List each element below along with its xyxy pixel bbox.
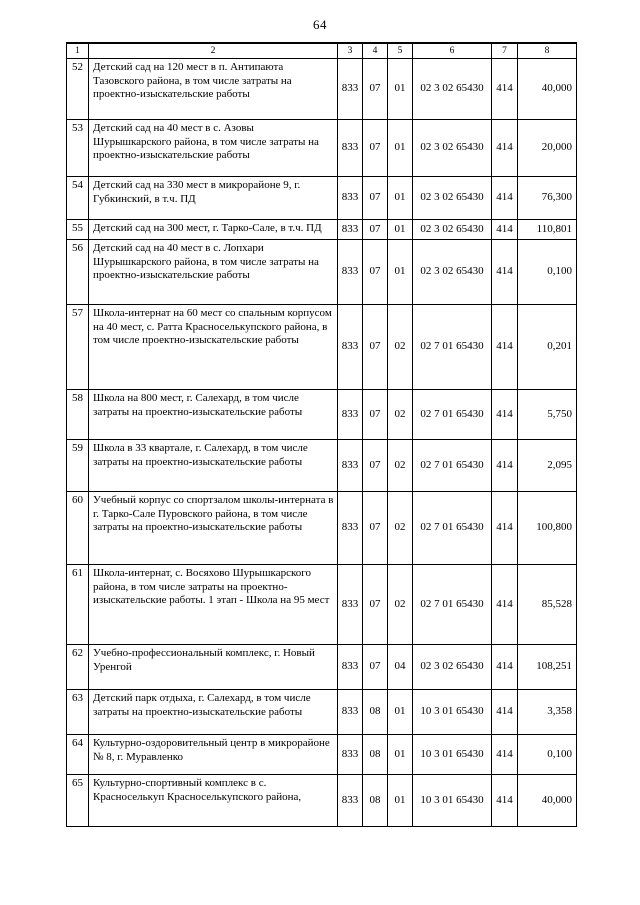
amount: 85,528 [518,565,577,645]
code-section: 07 [363,440,388,492]
row-number: 63 [67,690,89,735]
code-target-article: 02 3 02 65430 [413,220,492,240]
column-header: 1 [67,43,89,59]
code-subsection: 02 [388,305,413,390]
column-header: 4 [363,43,388,59]
code-subsection: 01 [388,120,413,177]
object-name: Детский сад на 40 мест в с. Азовы Шурышкарского района, в том числе затраты на проектно-изыскательские работы [89,120,338,177]
table-row [67,177,577,220]
code-grbs: 833 [338,735,363,775]
code-expense-type: 414 [492,305,518,390]
table-header-row [67,43,577,59]
code-target-article: 02 3 02 65430 [413,59,492,120]
table-body [67,59,577,827]
row-number: 59 [67,440,89,492]
code-target-article: 02 3 02 65430 [413,177,492,220]
row-number: 65 [67,775,89,827]
table-row [67,220,577,240]
code-subsection: 01 [388,735,413,775]
code-target-article: 02 3 02 65430 [413,645,492,690]
code-subsection: 01 [388,775,413,827]
row-number: 61 [67,565,89,645]
code-section: 07 [363,220,388,240]
code-expense-type: 414 [492,440,518,492]
object-name: Культурно-оздоровительный центр в микрорайоне № 8, г. Муравленко [89,735,338,775]
code-expense-type: 414 [492,59,518,120]
code-section: 07 [363,390,388,440]
object-name: Культурно-спортивный комплекс в с. Красноселькуп Красноселькупского района, [89,775,338,827]
code-grbs: 833 [338,690,363,735]
table-row [67,690,577,735]
table-row [67,440,577,492]
amount: 40,000 [518,775,577,827]
code-section: 07 [363,177,388,220]
code-expense-type: 414 [492,220,518,240]
code-target-article: 02 7 01 65430 [413,440,492,492]
code-expense-type: 414 [492,120,518,177]
amount: 5,750 [518,390,577,440]
code-grbs: 833 [338,565,363,645]
object-name: Учебный корпус со спортзалом школы-интерната в г. Тарко-Сале Пуровского района, в том числе затраты на проектно-изыскательские работы [89,492,338,565]
amount: 110,801 [518,220,577,240]
code-target-article: 10 3 01 65430 [413,690,492,735]
code-section: 07 [363,59,388,120]
code-target-article: 10 3 01 65430 [413,775,492,827]
code-section: 07 [363,492,388,565]
code-section: 08 [363,690,388,735]
table-row [67,305,577,390]
code-expense-type: 414 [492,492,518,565]
column-header: 8 [518,43,577,59]
object-name: Детский сад на 300 мест, г. Тарко-Сале, в т.ч. ПД [89,220,338,240]
code-expense-type: 414 [492,735,518,775]
code-subsection: 02 [388,390,413,440]
table-row [67,565,577,645]
amount: 76,300 [518,177,577,220]
code-expense-type: 414 [492,645,518,690]
code-subsection: 02 [388,492,413,565]
amount: 0,100 [518,735,577,775]
code-section: 07 [363,305,388,390]
code-subsection: 01 [388,59,413,120]
code-subsection: 01 [388,690,413,735]
row-number: 62 [67,645,89,690]
column-header: 5 [388,43,413,59]
code-grbs: 833 [338,645,363,690]
code-grbs: 833 [338,120,363,177]
object-name: Школа-интернат, с. Восяхово Шурышкарского района, в том числе затраты на проектно-изыскательские работы. 1 этап - Школа на 95 мест [89,565,338,645]
code-section: 08 [363,775,388,827]
code-grbs: 833 [338,440,363,492]
code-section: 07 [363,120,388,177]
code-target-article: 02 7 01 65430 [413,390,492,440]
code-section: 07 [363,565,388,645]
table-row [67,775,577,827]
code-target-article: 02 3 02 65430 [413,120,492,177]
code-expense-type: 414 [492,177,518,220]
object-name: Школа в 33 квартале, г. Салехард, в том числе затраты на проектно-изыскательские работы [89,440,338,492]
table-row [67,120,577,177]
code-expense-type: 414 [492,240,518,305]
column-header: 3 [338,43,363,59]
row-number: 60 [67,492,89,565]
row-number: 58 [67,390,89,440]
code-expense-type: 414 [492,390,518,440]
code-section: 08 [363,735,388,775]
row-number: 57 [67,305,89,390]
code-subsection: 01 [388,177,413,220]
amount: 20,000 [518,120,577,177]
amount: 2,095 [518,440,577,492]
code-grbs: 833 [338,775,363,827]
object-name: Детский парк отдыха, г. Салехард, в том числе затраты на проектно-изыскательские работы [89,690,338,735]
code-subsection: 04 [388,645,413,690]
amount: 40,000 [518,59,577,120]
code-grbs: 833 [338,59,363,120]
amount: 3,358 [518,690,577,735]
column-header: 2 [89,43,338,59]
row-number: 53 [67,120,89,177]
code-section: 07 [363,240,388,305]
code-target-article: 10 3 01 65430 [413,735,492,775]
code-grbs: 833 [338,492,363,565]
code-subsection: 01 [388,240,413,305]
code-target-article: 02 3 02 65430 [413,240,492,305]
object-name: Детский сад на 120 мест в п. Антипаюта Тазовского района, в том числе затраты на проектно-изыскательские работы [89,59,338,120]
table-row [67,645,577,690]
code-grbs: 833 [338,240,363,305]
code-subsection: 02 [388,565,413,645]
code-target-article: 02 7 01 65430 [413,492,492,565]
page-number: 64 [313,17,327,32]
table-row [67,240,577,305]
code-target-article: 02 7 01 65430 [413,565,492,645]
column-header: 7 [492,43,518,59]
code-expense-type: 414 [492,565,518,645]
row-number: 52 [67,59,89,120]
table-row [67,59,577,120]
row-number: 54 [67,177,89,220]
code-subsection: 01 [388,220,413,240]
object-name: Детский сад на 40 мест в с. Лопхари Шурышкарского района, в том числе затраты на проектно-изыскательские работы [89,240,338,305]
code-grbs: 833 [338,390,363,440]
code-subsection: 02 [388,440,413,492]
code-grbs: 833 [338,305,363,390]
table-row [67,390,577,440]
budget-table [66,42,577,827]
amount: 0,201 [518,305,577,390]
code-target-article: 02 7 01 65430 [413,305,492,390]
code-section: 07 [363,645,388,690]
code-expense-type: 414 [492,775,518,827]
table-row [67,492,577,565]
amount: 108,251 [518,645,577,690]
object-name: Учебно-профессиональный комплекс, г. Новый Уренгой [89,645,338,690]
code-expense-type: 414 [492,690,518,735]
code-grbs: 833 [338,177,363,220]
object-name: Детский сад на 330 мест в микрорайоне 9, г. Губкинский, в т.ч. ПД [89,177,338,220]
object-name: Школа-интернат на 60 мест со спальным корпусом на 40 мест, с. Ратта Красноселькупского района, в том числе проектно-изыскательские работы [89,305,338,390]
object-name: Школа на 800 мест, г. Салехард, в том числе затраты на проектно-изыскательские работы [89,390,338,440]
row-number: 55 [67,220,89,240]
code-grbs: 833 [338,220,363,240]
table-row [67,735,577,775]
row-number: 56 [67,240,89,305]
row-number: 64 [67,735,89,775]
amount: 0,100 [518,240,577,305]
column-header: 6 [413,43,492,59]
amount: 100,800 [518,492,577,565]
